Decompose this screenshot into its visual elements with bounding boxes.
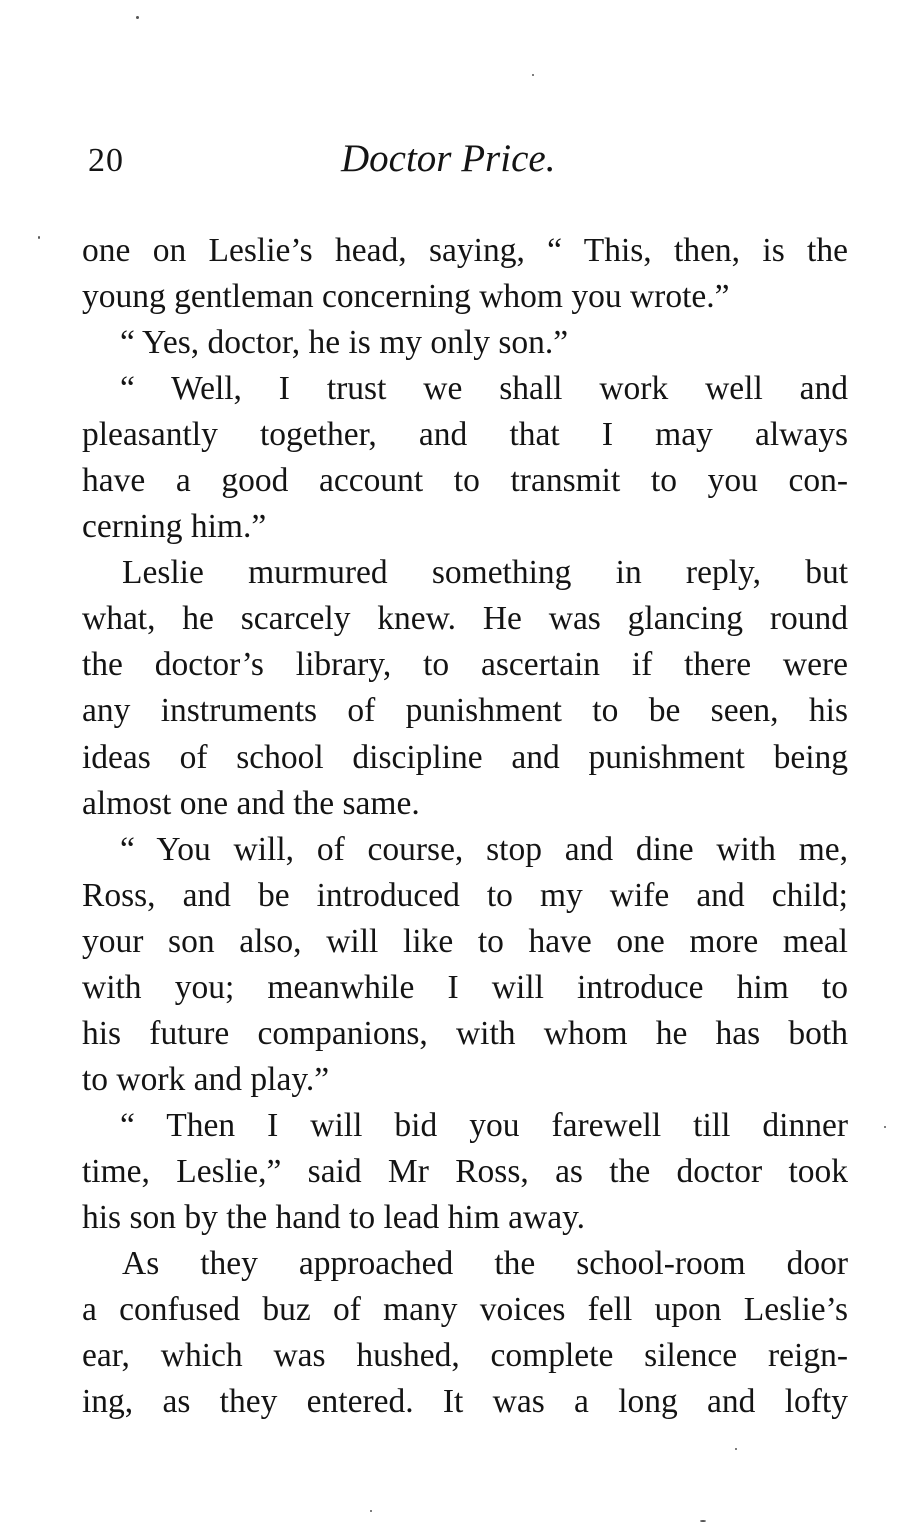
text-line: “ Yes, doctor, he is my only son.” bbox=[120, 324, 569, 362]
print-speck bbox=[532, 74, 534, 76]
page-header bbox=[82, 136, 848, 186]
text-line: ear, which was hushed, complete silence reign- bbox=[82, 1337, 848, 1375]
text-line: cerning him.” bbox=[82, 508, 267, 546]
print-speck bbox=[370, 1510, 372, 1512]
text-line: a confused buz of many voices fell upon Leslie’s bbox=[82, 1291, 848, 1329]
text-line: “ Then I will bid you farewell till dinner bbox=[120, 1106, 848, 1144]
print-speck bbox=[38, 236, 40, 239]
text-line: what, he scarcely knew. He was glancing round bbox=[82, 600, 848, 638]
text-line: his son by the hand to lead him away. bbox=[82, 1198, 586, 1236]
text-line: ing, as they entered. It was a long and lofty bbox=[82, 1383, 848, 1421]
text-line: “ You will, of course, stop and dine with me, bbox=[120, 830, 848, 868]
text-line: young gentleman concerning whom you wrote.” bbox=[82, 278, 730, 316]
text-line: almost one and the same. bbox=[82, 784, 420, 822]
running-title: Doctor Price. bbox=[341, 137, 556, 180]
text-line: Leslie murmured something in reply, but bbox=[122, 554, 848, 592]
text-line: any instruments of punishment to be seen, his bbox=[82, 692, 848, 730]
print-speck bbox=[700, 1520, 706, 1522]
text-line: “ Well, I trust we shall work well and bbox=[120, 370, 848, 408]
text-line: time, Leslie,” said Mr Ross, as the doctor took bbox=[82, 1152, 848, 1190]
body-text bbox=[82, 228, 848, 1425]
print-speck bbox=[735, 1448, 737, 1450]
text-line: your son also, will like to have one more meal bbox=[82, 922, 848, 960]
text-line: As they approached the school-room door bbox=[122, 1245, 848, 1283]
text-line: to work and play.” bbox=[82, 1060, 330, 1098]
text-line: one on Leslie’s head, saying, “ This, then, is the bbox=[82, 232, 848, 269]
text-line: Ross, and be introduced to my wife and child; bbox=[82, 876, 848, 914]
text-line: his future companions, with whom he has both bbox=[82, 1014, 848, 1052]
text-line: pleasantly together, and that I may always bbox=[82, 416, 848, 454]
text-line: have a good account to transmit to you con- bbox=[82, 462, 848, 500]
print-speck bbox=[136, 16, 139, 19]
page-number: 20 bbox=[88, 142, 124, 179]
text-line: ideas of school discipline and punishment being bbox=[82, 738, 848, 776]
text-line: the doctor’s library, to ascertain if there were bbox=[82, 646, 848, 684]
print-speck bbox=[884, 1126, 886, 1128]
text-line: with you; meanwhile I will introduce him to bbox=[82, 968, 848, 1006]
